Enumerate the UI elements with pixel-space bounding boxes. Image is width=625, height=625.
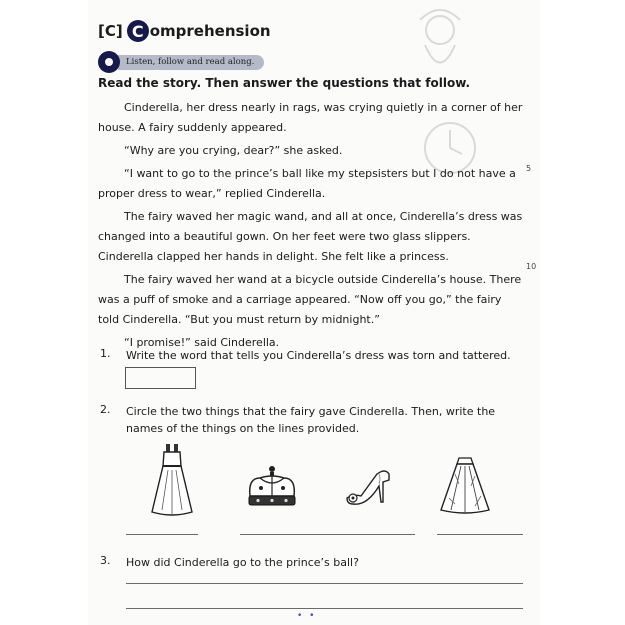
gown-icon[interactable] [148, 440, 196, 518]
answer-line[interactable] [240, 534, 415, 535]
story-paragraph: Cinderella, her dress nearly in rags, was crying quietly in a corner of her house. A fairy suddenly appeared. [98, 101, 523, 134]
answer-box[interactable] [125, 367, 196, 389]
story-paragraph: “I want to go to the prince’s ball like my stepsisters but I do not have a proper dress to wear,” replied Cinderella. [98, 167, 516, 200]
story-paragraph: The fairy waved her wand at a bicycle outside Cinderella’s house. There was a puff of smoke and a carriage appeared. “Now off you go,” the fairy told Cinderella. “But you must return by midnight.” [98, 273, 522, 326]
question-text: Write the word that tells you Cinderella’s dress was torn and tattered. [126, 349, 511, 362]
story-paragraph: The fairy waved her magic wand, and all at once, Cinderella’s dress was changed into a beautiful gown. On her feet were two glass slippers. Cinderella clapped her hands in delight. She felt like a princess. [98, 210, 523, 263]
question-number: 3. [100, 554, 111, 567]
story-text [98, 98, 523, 356]
instruction: Read the story. Then answer the questions that follow. [98, 76, 471, 90]
answer-line[interactable] [126, 608, 523, 609]
cd-icon [98, 51, 120, 73]
section-badge: C [127, 20, 149, 42]
audio-strip [98, 51, 264, 73]
question-text: Circle the two things that the fairy gave Cinderella. Then, write the names of the things on the lines provided. [126, 405, 496, 435]
section-header [98, 20, 271, 42]
section-title: omprehension [149, 22, 271, 40]
line-number: 10 [526, 262, 537, 271]
page-dots: • • [297, 611, 317, 621]
glass-slipper-icon[interactable] [343, 464, 395, 510]
question-number: 1. [100, 347, 111, 360]
answer-line[interactable] [126, 583, 523, 584]
story-paragraph: “I promise!” said Cinderella. [124, 336, 280, 349]
skirt-icon[interactable] [437, 454, 495, 518]
question-text: How did Cinderella go to the prince’s ball? [126, 556, 359, 569]
audio-label: Listen, follow and read along. [118, 55, 264, 70]
crown-icon[interactable] [244, 464, 300, 510]
background-illustration-icon [405, 0, 475, 80]
line-number: 5 [526, 164, 532, 173]
question-number: 2. [100, 403, 111, 416]
answer-line[interactable] [437, 534, 523, 535]
answer-line[interactable] [126, 534, 198, 535]
section-label: [C] [98, 22, 123, 40]
story-paragraph: “Why are you crying, dear?” she asked. [124, 144, 343, 157]
